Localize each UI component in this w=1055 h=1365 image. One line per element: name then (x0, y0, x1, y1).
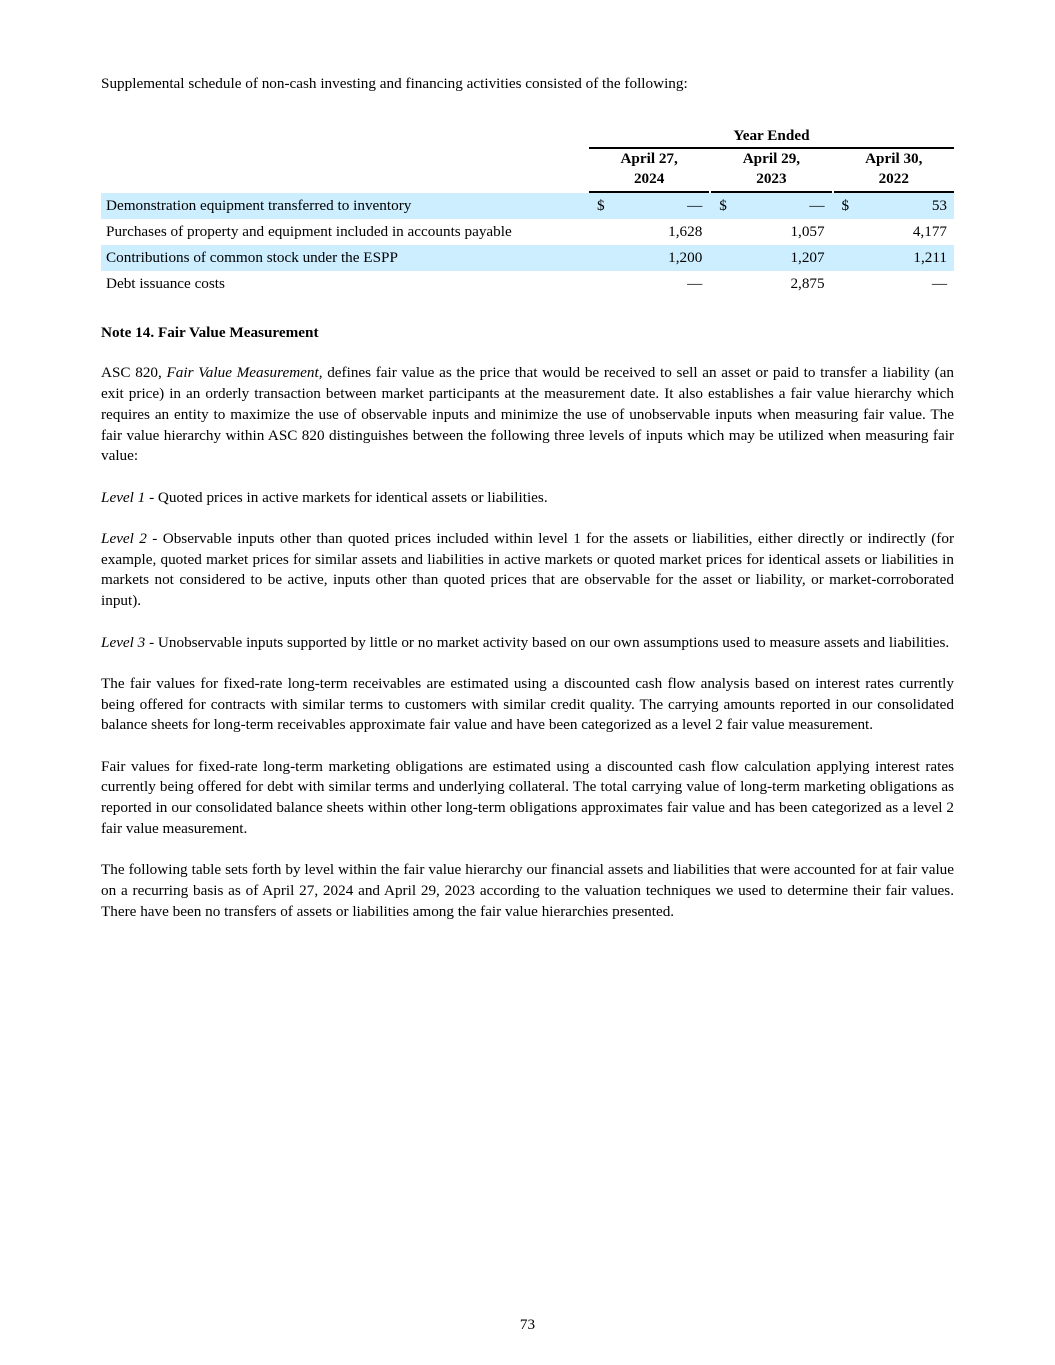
document-page (101, 74, 954, 943)
paragraph: The fair values for fixed-rate long-term receivables are estimated using a discounted cash flow analysis based on interest rates currently being offered for contracts with similar terms to customers with similar credit quality. The carrying amounts reported in our consolidated balance sheets for long-term receivables approximate fair value and have been categorized as a level 2 fair value measurement. (101, 674, 954, 734)
paragraph: Fair values for fixed-rate long-term marketing obligations are estimated using a discounted cash flow calculation applying interest rates currently being offered for debt with similar terms and underlying collateral. The total carrying value of long-term marketing obligations as reported in our consolidated balance sheets within other long-term obligations approximates fair value and has been categorized as a level 2 fair value measurement. (101, 757, 954, 837)
noncash-activities-table (101, 125, 954, 297)
year-ended-header: Year Ended (589, 125, 954, 149)
column-header: April 29, 2023 (711, 149, 831, 193)
intro-text: Supplemental schedule of non-cash investing and financing activities consisted of the following: (101, 75, 688, 92)
table-row: Purchases of property and equipment included in accounts payable 1,628 1,057 4,177 (106, 222, 947, 240)
table-row: Debt issuance costs — 2,875 — (106, 274, 947, 292)
paragraph: The following table sets forth by level within the fair value hierarchy our financial assets and liabilities that were accounted for at fair value on a recurring basis as of April 27, 2024 and April 29, 2023 according to the valuation techniques we used to determine their fair values. There have been no transfers of assets or liabilities among the fair value hierarchies presented. (101, 861, 954, 920)
page-number: 73 (519, 1316, 536, 1333)
level-1-paragraph: Level 1 - Quoted prices in active markets for identical assets or liabilities. (101, 488, 548, 506)
table-row: Demonstration equipment transferred to inventory $ — $ — $ 53 (101, 193, 954, 219)
column-header: April 30, 2022 (834, 149, 954, 193)
asc-paragraph: ASC 820, Fair Value Measurement, defines fair value as the price that would be received to sell an asset or paid to transfer a liability (an exit price) in an orderly transaction between market participants at the measurement date. It also establishes a fair value hierarchy which requires an entity to maximize the use of observable inputs and minimize the use of unobservable inputs when measuring fair value. The fair value hierarchy within ASC 820 distinguishes between the following three levels of inputs which may be utilized when measuring fair value: (101, 364, 954, 465)
table-row: Contributions of common stock under the ESPP 1,200 1,207 1,211 (101, 245, 954, 271)
level-3-paragraph: Level 3 - Unobservable inputs supported by little or no market activity based on our own assumptions used to measure assets and liabilities. (101, 633, 950, 651)
column-header: April 27, 2024 (589, 149, 709, 193)
note-heading: Note 14. Fair Value Measurement (101, 323, 319, 341)
level-2-paragraph: Level 2 - Observable inputs other than quoted prices included within level 1 for the assets or liabilities, either directly or indirectly (for example, quoted market prices for similar assets and liabilities in active markets or quoted market prices for identical assets or liabilities in markets not considered to be active, inputs other than quoted prices that are observable for the asset or liability, or market-corroborated input). (101, 530, 955, 610)
